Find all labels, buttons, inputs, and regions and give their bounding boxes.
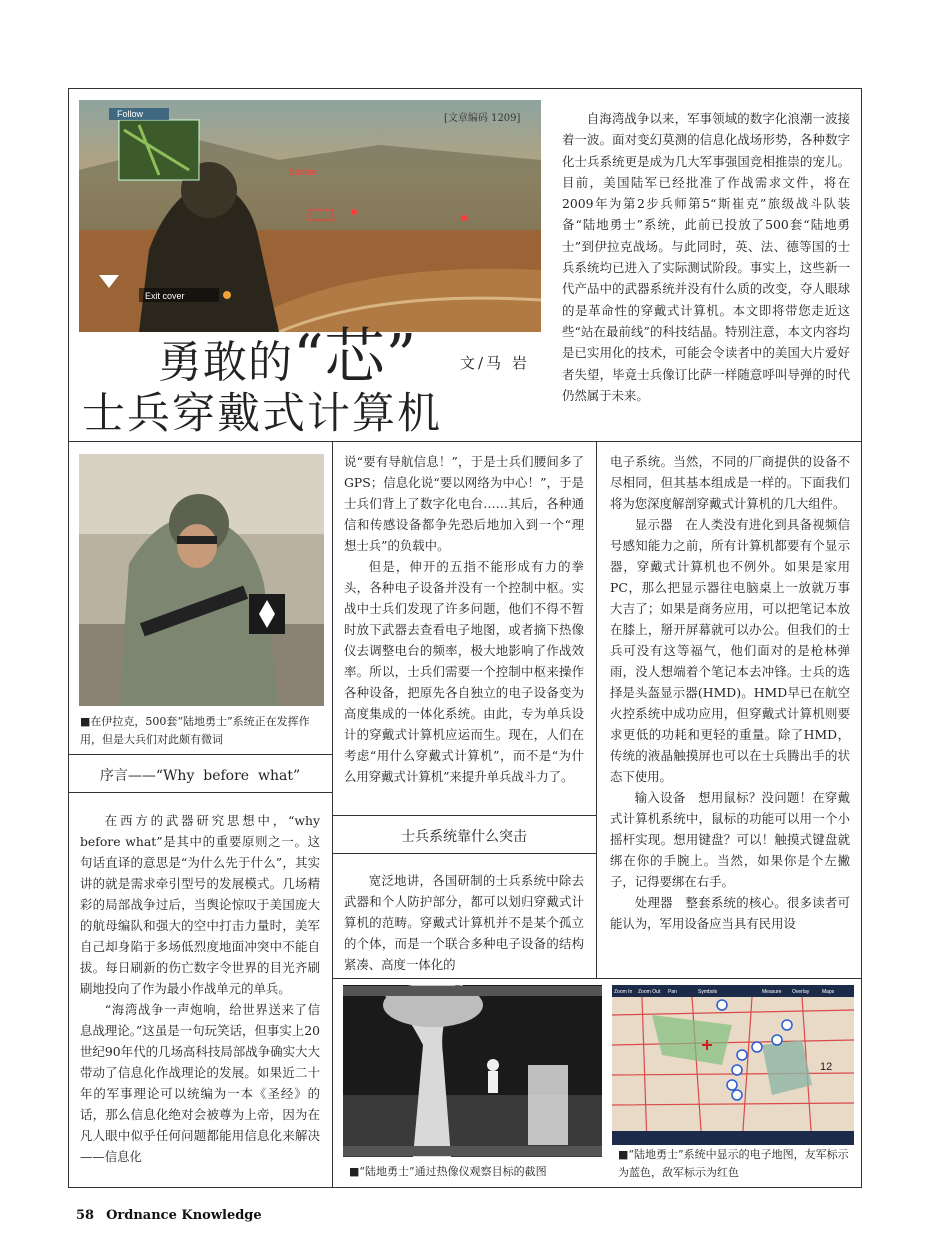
- col2-body-2: [344, 870, 584, 975]
- hud-soldier-label: Soldier: [289, 167, 318, 177]
- hud-exit-label: Exit cover: [145, 291, 185, 301]
- page-footer: [76, 1208, 274, 1223]
- thermal-image-caption: ■“陆地勇士”通过热像仪观察目标的截图: [349, 1165, 547, 1178]
- col3-paragraph: 输入设备 想用鼠标？没问题！在穿戴式计算机系统中，鼠标的功能可以用一个小摇杆实现。想用键盘？可以！触摸式键盘就绑在你的手腕上。当然，如果你是个左撇子，记得要绑在右手。: [610, 790, 850, 889]
- magazine-name: Ordnance Knowledge: [106, 1208, 262, 1223]
- thermal-image: [343, 985, 602, 1157]
- col1-section-title: 序言——“Why before what”: [99, 768, 301, 784]
- col3-paragraph: 显示器 在人类没有进化到具备视频信号感知能力之前，所有计算机都要有个显示器，穿戴式计算机也不例外。如果是家用PC，那么把显示器往电脑桌上一放就万事大吉了；如果是商务应用，可以把笔记本放在膝上，掰开屏幕就可以办公。但我们的士兵可没有这等福气，他们面对的是枪林弹雨，没人想端着个笔记本去冲锋。士兵的选择是头盔显示器(HMD)。HMD早已在航空火控系统中成功应用，但穿戴式计算机则要求更低的功耗和更轻的重量。除了HMD，传统的液晶触摸屏也可以在士兵腾出手的状态下使用。: [610, 517, 850, 784]
- hero-game-screenshot: [79, 100, 541, 332]
- map-toolbar-zoom-out[interactable]: Zoom Out: [638, 989, 661, 995]
- col2-body: [344, 451, 584, 787]
- col2-section-title: 士兵系统靠什么突击: [401, 829, 527, 845]
- title-big-word: “芯”: [293, 322, 418, 392]
- map-image-caption: ■“陆地勇士”系统中显示的电子地图，友军标示为蓝色，敌军标示为红色: [618, 1148, 849, 1179]
- byline: 文/马 岩: [460, 354, 530, 372]
- map-toolbar-symbols[interactable]: Symbols: [698, 989, 718, 995]
- map-toolbar-maps[interactable]: Maps: [822, 989, 835, 995]
- title-line-2: 士兵穿戴式计算机: [82, 389, 442, 439]
- map-toolbar-pan[interactable]: Pan: [668, 989, 677, 995]
- map-toolbar-measure[interactable]: Measure: [762, 989, 782, 995]
- rule-col2-section-top: [332, 815, 596, 816]
- map-toolbar-overlay[interactable]: Overlay: [792, 989, 810, 995]
- col1-body: [80, 810, 320, 1167]
- page-number: 58: [76, 1208, 95, 1223]
- intro-text: [562, 108, 850, 406]
- map-toolbar-zoom-in[interactable]: Zoom In: [614, 989, 633, 995]
- rule-col2-section-bottom: [332, 853, 596, 854]
- rule-col1-section-top: [68, 754, 332, 755]
- soldier-photo-caption: ■在伊拉克，500套“陆地勇士”系统正在发挥作用，但是大兵们对此颇有微词: [80, 715, 310, 746]
- intro-paragraph: 自海湾战争以来，军事领域的数字化浪潮一波接着一波。面对变幻莫测的信息化战场形势，各种数字化士兵系统更是成为几大军事强国竞相推崇的宠儿。目前，美国陆军已经批准了作战需求文件，将在2009年为第2步兵师第5“斯崔克”旅级战斗队装备“陆地勇士”系统，此前已投放了500套“陆地勇士”到伊拉克战场。与此同时，英、法、德等国的士兵系统均已进入了实际测试阶段。事实上，这些新一代产品中的武器系统并没有什么质的改变，夺人眼球的是革命性的穿戴式计算机。本文即将带您走近这些“站在最前线”的科技结晶。特别注意，本文内容均是已实用化的技术，可能会令读者中的美国大片爱好者失望，毕竟士兵像订比萨一样随意呼叫导弹的时代仍然属于未来。: [562, 111, 850, 403]
- col3-body: [610, 451, 850, 934]
- col2-paragraph: 宽泛地讲，各国研制的士兵系统中除去武器和个人防护部分，都可以划归穿戴式计算机的范畴。穿戴式计算机并不是某个孤立的个体，而是一个联合多种电子设备的结构紧凑、高度一体化的: [344, 873, 584, 972]
- rule-col1-section-bottom: [68, 792, 332, 793]
- digital-map-image: [612, 985, 854, 1145]
- col3-paragraph: 电子系统。当然，不同的厂商提供的设备不尽相同，但其基本组成是一样的。下面我们将为您深度解剖穿戴式计算机的几大组件。: [610, 454, 850, 511]
- rule-col-divider-2: [596, 441, 597, 978]
- article-code: [文章编码 1209]: [444, 113, 521, 124]
- title-prefix: 勇敢的: [158, 337, 293, 388]
- hud-follow-label: Follow: [117, 109, 144, 119]
- rule-col-divider-1: [332, 441, 333, 1188]
- rule-bottom-images-top: [332, 978, 862, 979]
- col2-paragraph: 说“要有导航信息！”，于是士兵们腰间多了GPS；信息化说“要以网络为中心！”，于是士兵们背上了数字化电台……其后，各种通信和传感设备都争先恐后地加入到一个“理想士兵”的负载中。: [344, 454, 584, 553]
- col3-paragraph: 处理器 整套系统的核心。很多读者可能认为，军用设备应当具有民用设: [610, 895, 850, 931]
- map-grid-number: 12: [820, 1061, 833, 1073]
- col2-paragraph: 但是，伸开的五指不能形成有力的拳头，各种电子设备并没有一个控制中枢。实战中士兵们发现了许多问题，他们不得不暂时放下武器去查看电子地图，或者摘下热像仪去调整电台的频率，极大地影响了作战效率。所以，士兵们需要一个控制中枢来操作各种设备，把原先各自独立的电子设备变为高度集成的一体化系统。由此，专为单兵设计的穿戴式计算机应运而生。现在，人们在考虑“用什么穿戴式计算机”，而不是“为什么用穿戴式计算机”来提升单兵战斗力了。: [344, 559, 584, 784]
- col1-paragraph: “海湾战争一声炮响，给世界送来了信息战理论。”这虽是一句玩笑话，但事实上20世纪90年代的几场高科技局部战争确实大大带动了信息化作战理论的发展。如果近二十年的军事理论可以统编为一本《圣经》的话，那么信息化绝对会被尊为上帝，因为在凡人眼中似乎任何问题都能用信息化来解决——信息化: [80, 1002, 320, 1164]
- col1-paragraph: 在西方的武器研究思想中，“why before what”是其中的重要原则之一。这句话直译的意思是“为什么先于什么”，其实讲的就是需求牵引型号的发展模式。几场精彩的局部战争过后，当舆论惊叹于美国庞大的航母编队和强大的空中打击力量时，美军自己却身陷于多场低烈度地面冲突中不能自拔。每日刷新的伤亡数字令世界的目光齐刷刷地投向了作为最小作战单元的单兵。: [80, 813, 320, 996]
- soldier-photo: [79, 454, 324, 706]
